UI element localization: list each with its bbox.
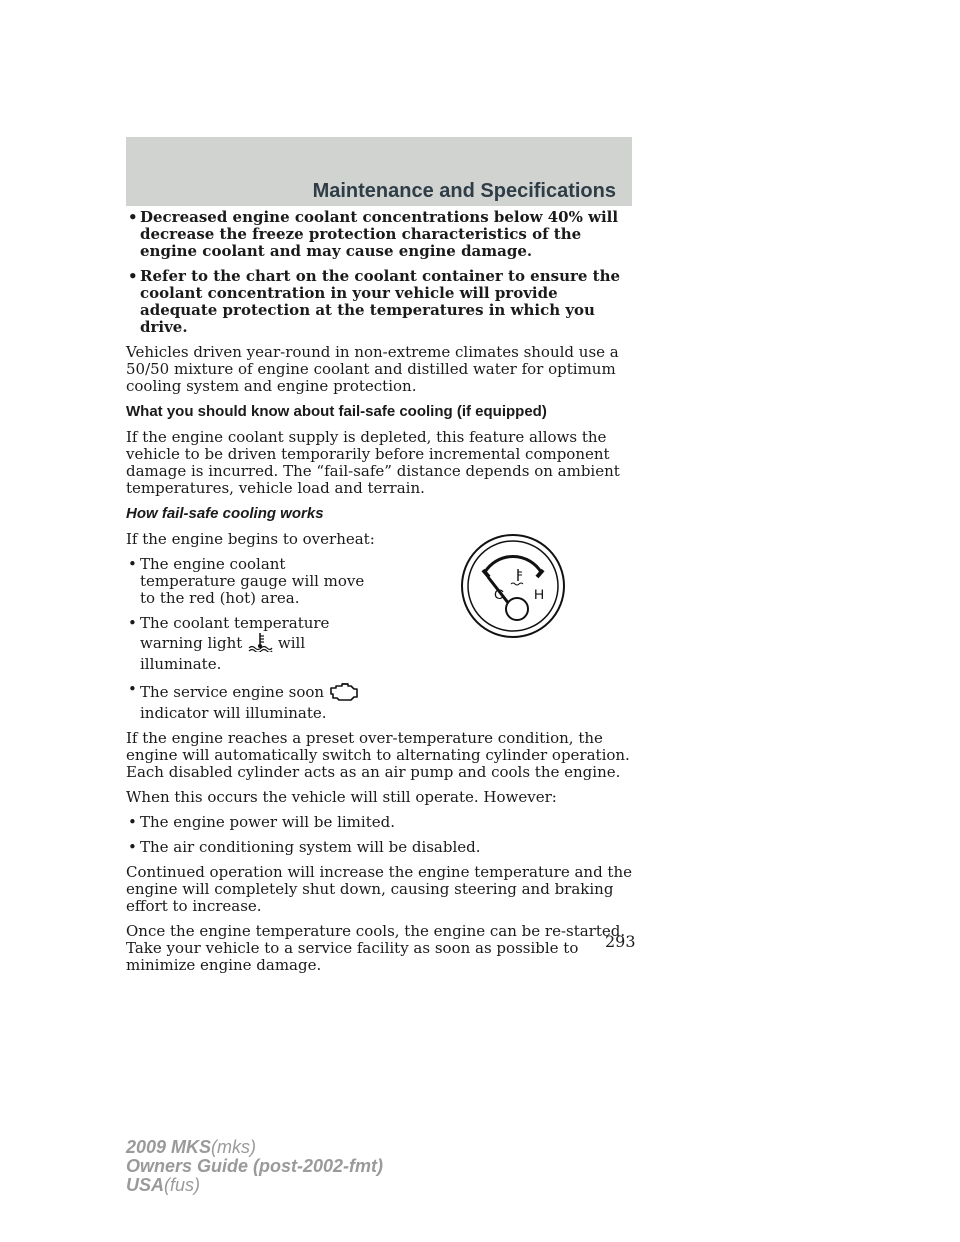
- coolant-temperature-icon: [247, 632, 273, 656]
- gauge-hot-label: H: [534, 586, 545, 602]
- section-title: Maintenance and Specifications: [312, 180, 616, 202]
- limit-bullet: • The air conditioning system will be disabled.: [128, 838, 481, 856]
- page-number: 293: [605, 932, 636, 951]
- overheat-intro: If the engine begins to overheat:: [126, 530, 375, 548]
- check-engine-icon: [329, 681, 361, 705]
- mixture-paragraph: Vehicles driven year-round in non-extreme climates should use a 50/50 mixture of engine coolant and distilled water for optimum cooling system and engine protection.: [126, 343, 619, 395]
- section-header-band: [126, 137, 632, 206]
- limit-bullet: • The engine power will be limited.: [128, 813, 395, 831]
- continued-paragraph: Continued operation will increase the engine temperature and the engine will completely shut down, causing steering and braking effort to increase.: [126, 863, 633, 915]
- warning-bullet: • Decreased engine coolant concentrations below 40% will decrease the freeze protection characteristics of the engine coolant and may cause engine damage.: [128, 208, 619, 260]
- service-engine-bullet: • The service engine soon indicator will illuminate.: [126, 681, 376, 722]
- document-footer: 2009 MKS(mks) Owners Guide (post-2002-fmt) USA(fus): [126, 1137, 384, 1195]
- gauge-bullet: • The engine coolant temperature gauge will move to the red (hot) area.: [128, 555, 365, 607]
- warning-light-bullet: • The coolant temperature warning light will illuminate.: [128, 614, 330, 673]
- how-it-works-heading: How fail-safe cooling works: [126, 505, 324, 522]
- preset-paragraph: If the engine reaches a preset over-temperature condition, the engine will automatically switch to alternating cylinder operation. Each disabled cylinder acts as an air pump and cools the engine.: [126, 729, 630, 781]
- failsafe-heading: What you should know about fail-safe cooling (if equipped): [126, 403, 547, 420]
- warning-bullet: • Refer to the chart on the coolant container to ensure the coolant concentration in your vehicle will provide adequate protection at the temperatures in which you drive.: [128, 267, 621, 336]
- failsafe-paragraph: If the engine coolant supply is depleted, this feature allows the vehicle to be driven temporarily before incremental component damage is incurred. The “fail-safe” distance depends on ambient temperatures, vehicle load and terrain.: [126, 428, 620, 497]
- restart-paragraph: Once the engine temperature cools, the engine can be re-started. Take your vehicle to a service facility as soon as possible to minimize engine damage.: [126, 922, 626, 974]
- temperature-gauge-icon: [460, 533, 566, 639]
- gauge-cold-label: C: [494, 586, 505, 602]
- occurs-paragraph: When this occurs the vehicle will still operate. However:: [126, 788, 557, 806]
